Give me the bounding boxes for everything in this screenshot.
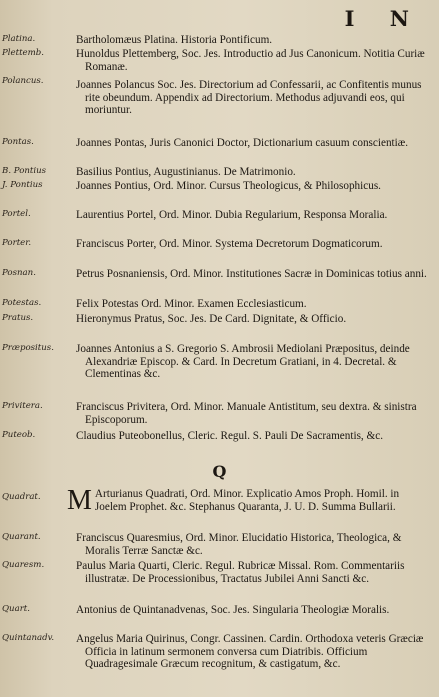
entry-key: Quaresm. — [2, 560, 45, 570]
entry-b-pontius — [0, 166, 439, 180]
entry-text: Paulus Maria Quarti, Cleric. Regul. Rubricæ Missal. Rom. Commentariis illustratæ. De Processionibus, Tractatus Jubilei Anni Sancti &c. — [76, 560, 405, 585]
entry-text: Hunoldus Plettemberg, Soc. Jes. Introductio ad Jus Canonicum. Notitia Curiæ Romanæ. — [76, 48, 425, 73]
entry-text: Joannes Pontius, Ord. Minor. Cursus Theologicus, & Philosophicus. — [76, 180, 381, 192]
entry-quarant — [0, 532, 439, 560]
entry-key: Pratus. — [2, 313, 34, 323]
section-p — [0, 34, 439, 459]
entry-text: Franciscus Porter, Ord. Minor. Systema Decretorum Dogmaticorum. — [76, 238, 383, 250]
entry-potestas — [0, 298, 439, 313]
entry-text — [67, 485, 429, 516]
entry-quaresm — [0, 560, 439, 604]
entry-text: Antonius de Quintanadvenas, Soc. Jes. Singularia Theologiæ Moralis. — [76, 604, 390, 616]
drop-cap: M — [67, 485, 92, 516]
entry-text: Joannes Antonius a S. Gregorio S. Ambrosii Mediolani Præpositus, deinde Alexandriæ Episcop. & Card. In Decretum Gratiani, in 4. Decretal. & Clementinas &c. — [76, 343, 410, 381]
entry-pratus — [0, 313, 439, 343]
entry-text: Hieronymus Pratus, Soc. Jes. De Card. Dignitate, & Officio. — [76, 313, 347, 325]
entry-key: Quadrat. — [2, 492, 41, 502]
entry-key: Quintanadv. — [2, 633, 55, 643]
entry-text: Angelus Maria Quirinus, Congr. Cassinen. Cardin. Orthodoxa veteris Græciæ Officia in latinum sermonem conversa cum Diatribis. Officium Quadragesimale Græcum recognitum, & castigatum, &c. — [76, 633, 424, 671]
entry-porter — [0, 238, 439, 268]
entry-key: Plettemb. — [2, 48, 44, 58]
entry-key: Privitera. — [2, 401, 43, 411]
entry-polancus — [0, 76, 439, 137]
section-letter-heading: Q — [212, 462, 227, 481]
entry-text: Joannes Pontas, Juris Canonici Doctor, Dictionarium casuum conscientiæ. — [76, 137, 409, 149]
entry-text: Bartholomæus Platina. Historia Pontificum. — [76, 34, 273, 46]
entry-text-body: Arturianus Quadrati, Ord. Minor. Explicatio Amos Proph. Homil. in Joelem Prophet. &c. Stephanus Quaranta, J. U. D. Summa Bullarii. — [94, 488, 400, 513]
section-q — [0, 485, 439, 689]
entry-key: Præpositus. — [2, 343, 54, 353]
entry-posnan — [0, 268, 439, 298]
entry-text: Basilius Pontius, Augustinianus. De Matrimonio. — [76, 166, 296, 178]
entry-key: Potestas. — [2, 298, 42, 308]
entry-key: Puteob. — [2, 430, 36, 440]
running-header: I N — [344, 6, 423, 31]
entry-key: Platina. — [2, 34, 36, 44]
entry-praepositus — [0, 343, 439, 401]
entry-text: Franciscus Quaresmius, Ord. Minor. Elucidatio Historica, Theologica, & Moralis Terræ Sanctæ &c. — [76, 532, 402, 557]
entry-quirin — [0, 633, 439, 689]
entry-text: Petrus Posnaniensis, Ord. Minor. Institutiones Sacræ in Dominicas totius anni. — [76, 268, 427, 280]
entry-text: Felix Potestas Ord. Minor. Examen Ecclesiasticum. — [76, 298, 307, 310]
entry-j-pontius — [0, 180, 439, 209]
entry-portel — [0, 209, 439, 238]
entry-key: B. Pontius — [2, 166, 47, 176]
entry-key: Quart. — [2, 604, 30, 614]
entry-text: Franciscus Privitera, Ord. Minor. Manuale Antistitum, seu dextra. & sinistra Episcoporum. — [76, 401, 417, 426]
entry-key: Posnan. — [2, 268, 36, 278]
entry-quart — [0, 604, 439, 633]
entry-key: J. Pontius — [2, 180, 43, 190]
entry-puteob — [0, 430, 439, 459]
entry-text: Laurentius Portel, Ord. Minor. Dubia Regularium, Responsa Moralia. — [76, 209, 388, 221]
entry-key: Pontas. — [2, 137, 34, 147]
entry-key: Quarant. — [2, 532, 41, 542]
entry-text: Claudius Puteobonellus, Cleric. Regul. S. Pauli De Sacramentis, &c. — [76, 430, 383, 442]
entry-key: Portel. — [2, 209, 31, 219]
entry-quadrat — [0, 485, 439, 532]
entry-key: Porter. — [2, 238, 32, 248]
entry-privitera — [0, 401, 439, 430]
entry-platina — [0, 34, 439, 48]
entry-key: Polancus. — [2, 76, 44, 86]
entry-plettemberg — [0, 48, 439, 76]
entry-pontas — [0, 137, 439, 166]
entry-text: Joannes Polancus Soc. Jes. Directorium ad Confessarii, ac Confitentis munus rite obeundum. Appendix ad Directorium. Methodus adjuvandi eos, qui moriuntur. — [76, 79, 422, 117]
